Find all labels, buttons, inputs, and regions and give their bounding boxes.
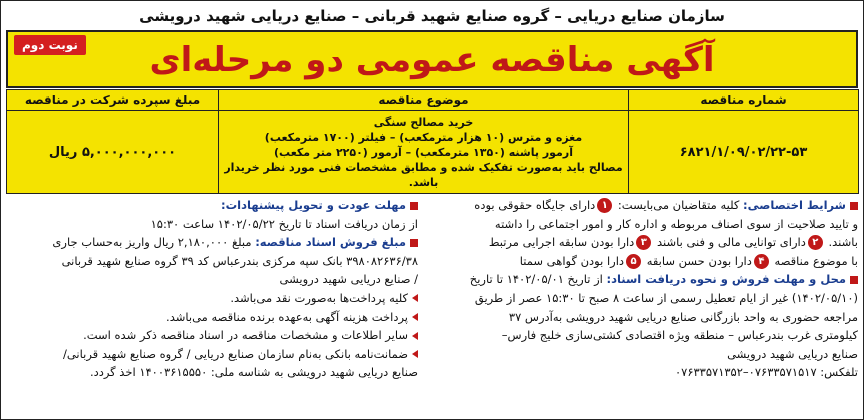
square-bullet-icon [410,239,418,247]
tender-number: ۶۸۲۱/۱/۰۹/۰۲/۲۲-۵۳ [629,111,859,194]
header-number: شماره مناقصه [629,90,859,111]
triangle-bullet-icon [412,294,418,302]
account-line-2: / صنایع دریایی شهید درویشی [279,272,418,287]
subject-line-4: مصالح باید به‌صورت تفکیک شده و مطابق مشخصات فنی مورد نظر خریدار باشد. [224,160,623,189]
phone-fax: تلفکس: ۰۷۶۳۳۵۷۱۵۱۷–۰۷۶۳۳۵۷۱۳۵۲ [674,365,858,380]
bullet-cash: کلیه پرداخت‌ها به‌صورت نقد می‌باشد. [230,290,408,305]
number-4-icon: ۴ [754,254,769,269]
square-bullet-icon [410,202,418,210]
condition-3-cont: با موضوع مناقصه [774,253,858,268]
place-title: محل و مهلت فروش و نحوه دریافت اسناد: [606,272,846,287]
deadline-title: مهلت عودت و تحویل پیشنهادات: [221,198,406,212]
square-bullet-icon [850,202,858,210]
place-line-4: کیلومتری غرب بندرعباس – منطقه ویژه اقتصادی کشتی‌سازی خلیج فارس– [501,328,858,343]
condition-1: دارای جایگاه حقوقی بوده [474,198,596,212]
body-columns [6,196,858,414]
price-title: مبلغ فروش اسناد مناقصه: [255,235,406,250]
place-line-5: صنایع دریایی شهید درویشی [727,346,858,361]
subject-line-3: آرمور پاشنه (۱۳۵۰ مترمکعب) – آرمور (۲۲۵۰ متر مکعب) [274,145,573,159]
conditions-text: کلیه متقاضیان می‌بایست: [617,198,740,212]
left-column [6,196,418,414]
account-line: ۳۹۸۰۸۲۶۳۶/۳۸ بانک سپه مرکزی بندرعباس کد ۳۹ گروه صنایع شهید قربانی [61,253,418,268]
number-1-icon: ۱ [597,198,612,213]
organization-line: سازمان صنایع دریایی – گروه صنایع شهید قربانی – صنایع دریایی شهید درویشی [139,7,725,25]
triangle-bullet-icon [412,313,418,321]
condition-1-cont: و تایید صلاحیت از سوی اصناف مربوطه و اداره کار و امور اجتماعی را داشته [494,216,858,231]
table-header-row [7,90,859,111]
bullet-guarantee-cont: صنایع دریایی شهید درویشی به شناسه ملی: ۱۴۰۰۳۶۱۵۵۵۰ اخذ گردد. [89,365,418,380]
bullet-other-info: سایر اطلاعات و مشخصات مناقصه در اسناد مناقصه ذکر شده است. [83,328,408,343]
condition-1-end: باشند. [828,235,858,250]
number-5-icon: ۵ [626,254,641,269]
bullet-ad-cost: پرداخت هزینه آگهی به‌عهده برنده مناقصه می‌باشد. [166,309,408,324]
place-line-2: (۱۴۰۲/۰۵/۱۰) غیر از ایام تعطیل رسمی از ساعت ۸ صبح تا ۱۵:۳۰ عصر از طریق [474,290,858,305]
place-line-3: مراجعه حضوری به واحد بازرگانی صنایع دریایی شهید درویشی به‌آدرس ۳۷ [508,309,858,324]
subject-line-2: مغزه و مترس (۱۰ هزار مترمکعب) – فیلتر (۱۷۰۰ مترمکعب) [264,130,583,144]
subject-line-1: خرید مصالح سنگی [373,115,474,129]
square-bullet-icon [850,276,858,284]
table-row [7,111,859,194]
ad-title: آگهی مناقصه عمومی دو مرحله‌ای [149,40,715,80]
condition-2: دارای توانایی مالی و فنی باشند [656,235,806,250]
title-banner [6,30,858,88]
triangle-bullet-icon [412,350,418,358]
number-2-icon: ۲ [808,235,823,250]
tender-subject [219,111,629,194]
condition-4: دارا بودن حسن سابقه [646,253,752,268]
deadline-text: از زمان دریافت اسناد تا تاریخ ۱۴۰۲/۰۵/۲۲ ساعت ۱۵:۳۰ [150,216,418,231]
header-deposit: مبلغ سپرده شرکت در مناقصه [7,90,219,111]
deposit-amount: ۵,۰۰۰,۰۰۰,۰۰۰ ریال [7,111,219,194]
condition-3: دارا بودن سابقه اجرایی مرتبط [488,235,635,250]
conditions-title: شرایط اختصاصی: [743,198,846,212]
tender-table [6,89,859,194]
triangle-bullet-icon [412,332,418,340]
place-line-1: از تاریخ ۱۴۰۲/۰۵/۰۱ تا تاریخ [469,272,603,287]
condition-5: دارا بودن گواهی سمتا [519,253,625,268]
price-text: مبلغ ۲,۱۸۰,۰۰۰ ریال واریز به‌حساب جاری [52,235,252,250]
number-3-icon: ۳ [636,235,651,250]
bullet-guarantee: ضمانت‌نامه بانکی به‌نام سازمان صنایع دریایی / گروه صنایع شهید قربانی/ [62,346,408,361]
turn-badge: نوبت دوم [14,35,86,55]
header-subject: موضوع مناقصه [219,90,629,111]
right-column [428,196,858,414]
